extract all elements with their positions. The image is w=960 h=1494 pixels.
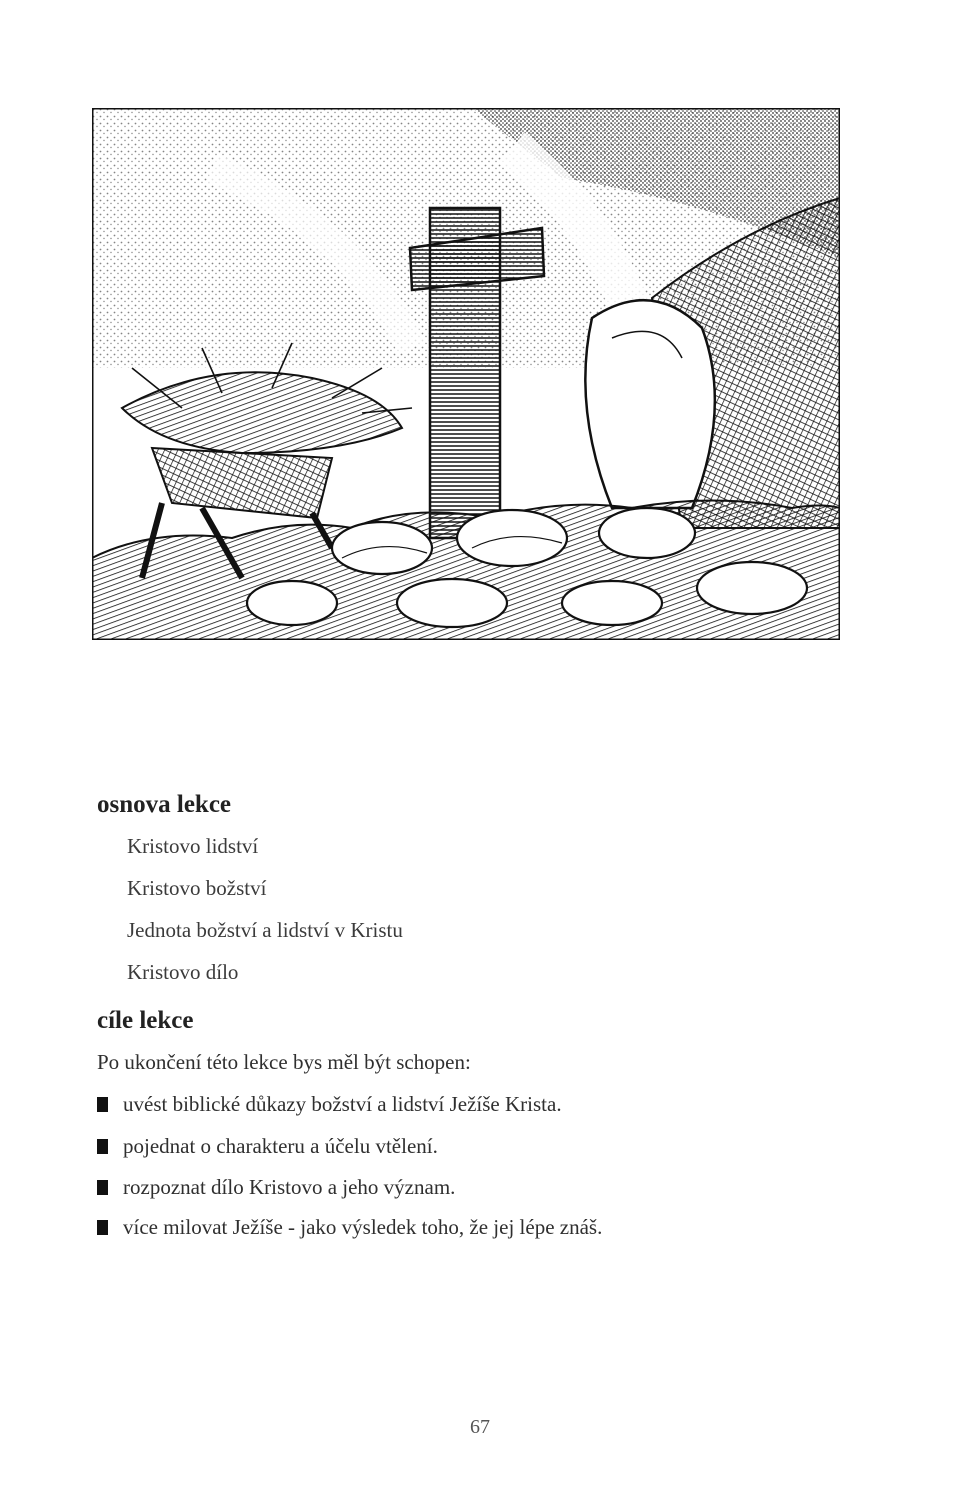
outline-heading: osnova lekce — [97, 791, 232, 818]
outline-item: Kristovo dílo — [127, 960, 239, 984]
objective-item — [97, 1217, 602, 1238]
square-bullet-icon — [97, 1180, 108, 1195]
objectives-heading: cíle lekce — [97, 1007, 194, 1034]
outline-item: Kristovo božství — [127, 876, 267, 900]
square-bullet-icon — [97, 1139, 108, 1154]
objectives-intro: Po ukončení této lekce bys měl být schopen: — [97, 1050, 471, 1074]
cross-manger-tomb-illustration — [92, 108, 840, 640]
objective-text: více milovat Ježíše - jako výsledek toho, že jej lépe znáš. — [123, 1215, 603, 1239]
outline-item: Jednota božství a lidství v Kristu — [127, 918, 403, 942]
page-number: 67 — [470, 1416, 490, 1438]
objective-item — [97, 1177, 455, 1198]
objective-text: uvést biblické důkazy božství a lidství Ježíše Krista. — [123, 1092, 562, 1116]
square-bullet-icon — [97, 1220, 108, 1235]
objective-item — [97, 1094, 562, 1115]
objective-text: rozpoznat dílo Kristovo a jeho význam. — [123, 1175, 456, 1199]
objective-text: pojednat o charakteru a účelu vtělení. — [123, 1134, 438, 1158]
outline-item: Kristovo lidství — [127, 834, 259, 858]
objective-item — [97, 1136, 438, 1157]
square-bullet-icon — [97, 1097, 108, 1112]
